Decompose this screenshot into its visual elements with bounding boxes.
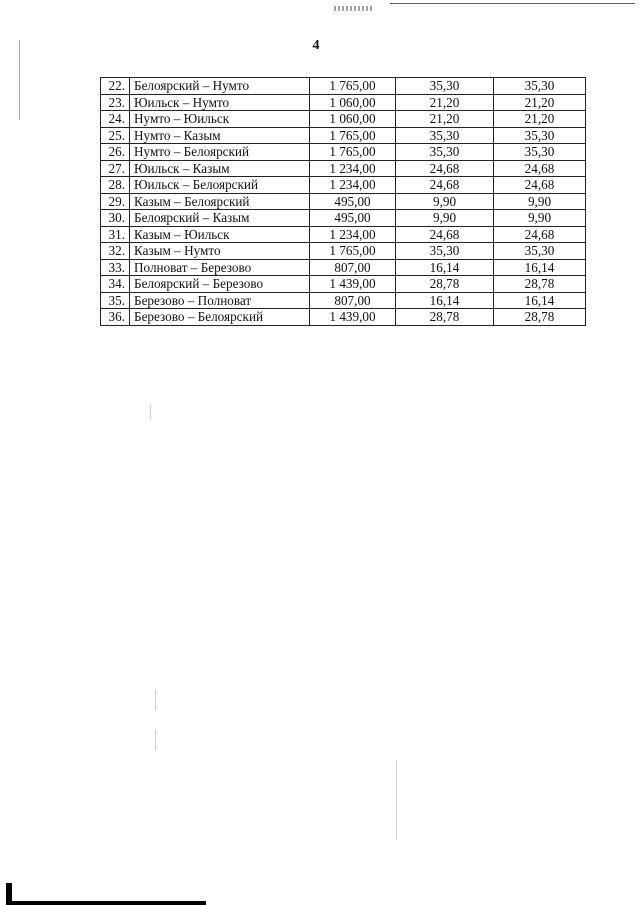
value3-cell: 35,30 (494, 144, 586, 161)
route-cell: Березово – Белоярский (130, 309, 310, 326)
value1-cell: 495,00 (310, 210, 396, 227)
row-number-cell: 27. (101, 160, 130, 177)
row-number-cell: 29. (101, 193, 130, 210)
value2-cell: 35,30 (396, 243, 494, 260)
value2-cell: 24,68 (396, 177, 494, 194)
route-cell: Нумто – Казым (130, 127, 310, 144)
scan-speck (150, 405, 151, 419)
value1-cell: 1 765,00 (310, 243, 396, 260)
value1-cell: 1 234,00 (310, 177, 396, 194)
value3-cell: 24,68 (494, 160, 586, 177)
row-number-cell: 35. (101, 292, 130, 309)
value2-cell: 21,20 (396, 111, 494, 128)
value2-cell: 35,30 (396, 78, 494, 95)
value2-cell: 35,30 (396, 144, 494, 161)
row-number-cell: 32. (101, 243, 130, 260)
scan-speck (396, 760, 397, 840)
value2-cell: 16,14 (396, 292, 494, 309)
route-cell: Казым – Юильск (130, 226, 310, 243)
table-row (101, 210, 586, 227)
table-row (101, 243, 586, 260)
value1-cell: 495,00 (310, 193, 396, 210)
value3-cell: 35,30 (494, 243, 586, 260)
value1-cell: 1 234,00 (310, 226, 396, 243)
value3-cell: 16,14 (494, 259, 586, 276)
page-number: 4 (312, 38, 320, 53)
row-number-cell: 36. (101, 309, 130, 326)
corner-mark-bottom (6, 901, 206, 905)
scan-speck (155, 690, 156, 710)
row-number-cell: 24. (101, 111, 130, 128)
table-row (101, 226, 586, 243)
value1-cell: 1 060,00 (310, 111, 396, 128)
row-number-cell: 23. (101, 94, 130, 111)
value3-cell: 9,90 (494, 210, 586, 227)
table-row (101, 111, 586, 128)
route-cell: Белоярский – Казым (130, 210, 310, 227)
row-number-cell: 26. (101, 144, 130, 161)
row-number-cell: 25. (101, 127, 130, 144)
value3-cell: 24,68 (494, 226, 586, 243)
value2-cell: 9,90 (396, 210, 494, 227)
row-number-cell: 34. (101, 276, 130, 293)
row-number-cell: 31. (101, 226, 130, 243)
value2-cell: 35,30 (396, 127, 494, 144)
value3-cell: 21,20 (494, 94, 586, 111)
value3-cell: 21,20 (494, 111, 586, 128)
table-row (101, 144, 586, 161)
route-cell: Березово – Полноват (130, 292, 310, 309)
table-row (101, 309, 586, 326)
value1-cell: 1 765,00 (310, 144, 396, 161)
route-cell: Юильск – Казым (130, 160, 310, 177)
value1-cell: 1 439,00 (310, 276, 396, 293)
table-row (101, 127, 586, 144)
value2-cell: 28,78 (396, 309, 494, 326)
row-number-cell: 22. (101, 78, 130, 95)
value2-cell: 16,14 (396, 259, 494, 276)
route-cell: Полноват – Березово (130, 259, 310, 276)
value1-cell: 1 765,00 (310, 127, 396, 144)
route-cell: Нумто – Белоярский (130, 144, 310, 161)
route-cell: Казым – Белоярский (130, 193, 310, 210)
value3-cell: 28,78 (494, 309, 586, 326)
row-number-cell: 33. (101, 259, 130, 276)
route-cell: Белоярский – Нумто (130, 78, 310, 95)
table-row (101, 78, 586, 95)
table-row (101, 276, 586, 293)
value2-cell: 24,68 (396, 160, 494, 177)
value2-cell: 9,90 (396, 193, 494, 210)
table-body (101, 78, 586, 326)
value3-cell: 9,90 (494, 193, 586, 210)
table-row (101, 160, 586, 177)
table-row (101, 193, 586, 210)
table-row (101, 94, 586, 111)
table-row (101, 292, 586, 309)
table-row (101, 177, 586, 194)
value2-cell: 28,78 (396, 276, 494, 293)
route-cell: Казым – Нумто (130, 243, 310, 260)
value1-cell: 1 060,00 (310, 94, 396, 111)
row-number-cell: 30. (101, 210, 130, 227)
tariff-table (100, 77, 586, 326)
value1-cell: 1 234,00 (310, 160, 396, 177)
route-cell: Нумто – Юильск (130, 111, 310, 128)
route-cell: Белоярский – Березово (130, 276, 310, 293)
scan-speck (155, 730, 156, 750)
route-cell: Юильск – Белоярский (130, 177, 310, 194)
value1-cell: 807,00 (310, 259, 396, 276)
row-number-cell: 28. (101, 177, 130, 194)
value3-cell: 35,30 (494, 127, 586, 144)
route-cell: Юильск – Нумто (130, 94, 310, 111)
value1-cell: 1 439,00 (310, 309, 396, 326)
scan-line-top (390, 3, 635, 4)
value3-cell: 16,14 (494, 292, 586, 309)
value3-cell: 28,78 (494, 276, 586, 293)
value2-cell: 21,20 (396, 94, 494, 111)
value2-cell: 24,68 (396, 226, 494, 243)
scan-artifact-top (334, 6, 372, 11)
value3-cell: 24,68 (494, 177, 586, 194)
value1-cell: 807,00 (310, 292, 396, 309)
value3-cell: 35,30 (494, 78, 586, 95)
table-row (101, 259, 586, 276)
value1-cell: 1 765,00 (310, 78, 396, 95)
